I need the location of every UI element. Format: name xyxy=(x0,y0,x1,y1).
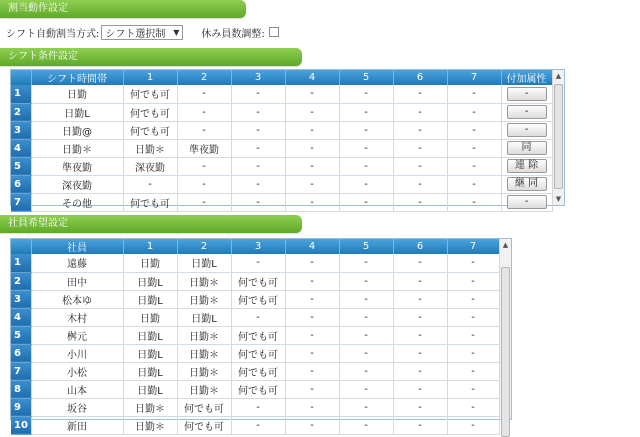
employee-pref-table xyxy=(11,239,500,435)
table-row[interactable] xyxy=(11,103,552,121)
table-row[interactable] xyxy=(11,193,552,211)
row-number: 10 xyxy=(11,416,31,434)
attr-cell xyxy=(501,175,552,193)
preference-cell[interactable]: - xyxy=(393,290,447,308)
shift-cell[interactable]: - xyxy=(447,193,501,211)
row-number: 5 xyxy=(11,157,31,175)
shift-cell[interactable]: - xyxy=(177,193,231,211)
row-number: 8 xyxy=(11,380,31,398)
preference-cell[interactable]: - xyxy=(447,308,499,326)
preference-cell[interactable]: - xyxy=(339,290,393,308)
preference-cell[interactable]: 日勤L xyxy=(123,380,177,398)
preference-cell[interactable]: - xyxy=(285,272,339,290)
table-row[interactable] xyxy=(11,121,552,139)
preference-cell[interactable]: - xyxy=(393,380,447,398)
attribute-button[interactable]: - xyxy=(507,105,547,119)
preference-cell[interactable]: - xyxy=(447,398,499,416)
preference-cell[interactable]: - xyxy=(339,272,393,290)
employee-name: 桝元 xyxy=(31,326,123,344)
shift-cell[interactable]: - xyxy=(285,193,339,211)
column-header: 付加属性 xyxy=(501,70,552,85)
shift-name: 日勤@ xyxy=(31,121,123,139)
preference-cell[interactable]: 何でも可 xyxy=(231,344,285,362)
preference-cell[interactable]: - xyxy=(393,362,447,380)
assign-method-select[interactable] xyxy=(101,25,183,40)
table-row[interactable] xyxy=(11,344,499,362)
shift-cell[interactable]: - xyxy=(393,85,447,103)
shift-cell[interactable]: - xyxy=(177,157,231,175)
preference-cell[interactable]: 日勤L xyxy=(123,362,177,380)
column-header: 5 xyxy=(339,239,393,254)
shift-cell[interactable]: - xyxy=(393,157,447,175)
row-number-header xyxy=(11,239,31,254)
row-number: 2 xyxy=(11,272,31,290)
preference-cell[interactable]: - xyxy=(447,416,499,434)
shift-cell[interactable]: - xyxy=(285,121,339,139)
preference-cell[interactable]: - xyxy=(231,416,285,434)
column-header: 6 xyxy=(393,239,447,254)
row-number: 4 xyxy=(11,308,31,326)
row-number: 6 xyxy=(11,344,31,362)
chevron-down-icon: ▼ xyxy=(173,27,180,37)
preference-cell[interactable]: 日勤L xyxy=(123,344,177,362)
attr-cell xyxy=(501,121,552,139)
preference-cell[interactable]: - xyxy=(231,254,285,272)
table-row[interactable] xyxy=(11,416,499,434)
column-header: 社員 xyxy=(31,239,123,254)
preference-cell[interactable]: - xyxy=(339,362,393,380)
preference-cell[interactable]: - xyxy=(339,308,393,326)
column-header: 7 xyxy=(447,70,501,85)
scroll-down-icon[interactable]: ▼ xyxy=(555,195,562,203)
shift-name: 日勤 xyxy=(31,85,123,103)
preference-cell[interactable]: - xyxy=(339,398,393,416)
shift-cell[interactable]: - xyxy=(231,85,285,103)
shift-cell[interactable]: - xyxy=(393,175,447,193)
preference-cell[interactable]: - xyxy=(231,308,285,326)
preference-cell[interactable]: - xyxy=(285,380,339,398)
employee-name: 遠藤 xyxy=(31,254,123,272)
preference-cell[interactable]: - xyxy=(339,380,393,398)
preference-cell[interactable]: - xyxy=(393,308,447,326)
preference-cell[interactable]: 何でも可 xyxy=(177,416,231,434)
table-row[interactable] xyxy=(11,290,499,308)
shift-condition-section-header: シフト条件設定 xyxy=(0,48,302,66)
shift-cell[interactable]: - xyxy=(177,175,231,193)
shift-cell[interactable]: - xyxy=(339,139,393,157)
shift-name: 日勤L xyxy=(31,103,123,121)
preference-cell[interactable]: - xyxy=(447,326,499,344)
column-header: 1 xyxy=(123,70,177,85)
preference-cell[interactable]: - xyxy=(285,398,339,416)
attr-cell xyxy=(501,85,552,103)
attr-cell xyxy=(501,103,552,121)
preference-cell[interactable]: - xyxy=(447,290,499,308)
column-header: 4 xyxy=(285,239,339,254)
row-number: 4 xyxy=(11,139,31,157)
preference-cell[interactable]: 日勤＊ xyxy=(177,326,231,344)
preference-cell[interactable]: - xyxy=(447,362,499,380)
attribute-button[interactable]: - xyxy=(507,195,547,209)
column-header: 7 xyxy=(447,239,499,254)
preference-cell[interactable]: 日勤L xyxy=(177,308,231,326)
preference-cell[interactable]: 日勤＊ xyxy=(177,380,231,398)
row-number: 1 xyxy=(11,254,31,272)
shift-cell[interactable]: - xyxy=(393,193,447,211)
shift-cell[interactable]: - xyxy=(393,103,447,121)
shift-cell[interactable]: - xyxy=(231,103,285,121)
row-number: 3 xyxy=(11,290,31,308)
shift-cell[interactable]: - xyxy=(177,103,231,121)
employee-grid-scrollbar[interactable] xyxy=(499,239,511,419)
row-number: 2 xyxy=(11,103,31,121)
assign-options-row xyxy=(6,24,279,40)
scroll-up-icon[interactable]: ▲ xyxy=(502,241,509,249)
column-header: 3 xyxy=(231,70,285,85)
shift-cell[interactable]: - xyxy=(447,157,501,175)
attribute-button[interactable]: 連 除 xyxy=(507,159,547,173)
row-number: 5 xyxy=(11,326,31,344)
employee-name: 松本ゆ xyxy=(31,290,123,308)
column-header: 2 xyxy=(177,239,231,254)
assign-method-label: シフト自動割当方式: xyxy=(6,28,100,40)
shift-cell[interactable]: - xyxy=(231,175,285,193)
assign-method-value: シフト選択制 xyxy=(105,28,166,40)
attr-cell xyxy=(501,157,552,175)
shift-cell[interactable]: - xyxy=(285,85,339,103)
preference-cell[interactable]: - xyxy=(285,362,339,380)
shift-cell[interactable]: - xyxy=(231,139,285,157)
preference-cell[interactable]: 日勤＊ xyxy=(177,290,231,308)
preference-cell[interactable]: 日勤＊ xyxy=(177,272,231,290)
shift-cell[interactable]: - xyxy=(393,139,447,157)
row-number: 6 xyxy=(11,175,31,193)
preference-cell[interactable]: - xyxy=(231,398,285,416)
shift-name: その他 xyxy=(31,193,123,211)
shift-cell[interactable]: 何でも可 xyxy=(123,85,177,103)
preference-cell[interactable]: - xyxy=(393,344,447,362)
preference-cell[interactable]: - xyxy=(285,254,339,272)
column-header: 1 xyxy=(123,239,177,254)
preference-cell[interactable]: 日勤L xyxy=(123,290,177,308)
attribute-button[interactable]: 同 xyxy=(507,141,547,155)
preference-cell[interactable]: - xyxy=(339,326,393,344)
row-number: 9 xyxy=(11,398,31,416)
shift-cell[interactable]: - xyxy=(339,103,393,121)
row-number: 3 xyxy=(11,121,31,139)
preference-cell[interactable]: - xyxy=(285,416,339,434)
preference-cell[interactable]: 何でも可 xyxy=(231,326,285,344)
preference-cell[interactable]: 日勤＊ xyxy=(123,398,177,416)
preference-cell[interactable]: - xyxy=(285,290,339,308)
shift-cell[interactable]: - xyxy=(285,139,339,157)
employee-pref-grid xyxy=(10,238,512,433)
preference-cell[interactable]: - xyxy=(285,326,339,344)
shift-cell[interactable]: - xyxy=(177,85,231,103)
table-row[interactable] xyxy=(11,398,499,416)
preference-cell[interactable]: - xyxy=(393,272,447,290)
preference-cell[interactable]: 日勤 xyxy=(123,308,177,326)
shift-cell[interactable]: - xyxy=(339,175,393,193)
scroll-up-icon[interactable]: ▲ xyxy=(555,72,562,80)
preference-cell[interactable]: 日勤L xyxy=(177,254,231,272)
preference-cell[interactable]: 何でも可 xyxy=(231,290,285,308)
table-row[interactable] xyxy=(11,139,552,157)
table-row[interactable] xyxy=(11,380,499,398)
preference-cell[interactable]: - xyxy=(447,344,499,362)
preference-cell[interactable]: 何でも可 xyxy=(231,380,285,398)
employee-name: 木村 xyxy=(31,308,123,326)
shift-cell[interactable]: 何でも可 xyxy=(123,103,177,121)
shift-name: 深夜勤 xyxy=(31,175,123,193)
preference-cell[interactable]: - xyxy=(393,398,447,416)
shift-cell[interactable]: 深夜勤 xyxy=(123,157,177,175)
employee-name: 小川 xyxy=(31,344,123,362)
shift-cell[interactable]: 何でも可 xyxy=(123,121,177,139)
shift-cell[interactable]: - xyxy=(231,157,285,175)
attribute-button[interactable]: 継 同 xyxy=(507,177,547,191)
preference-cell[interactable]: 何でも可 xyxy=(231,362,285,380)
preference-cell[interactable]: - xyxy=(393,326,447,344)
column-header: 3 xyxy=(231,239,285,254)
shift-cell[interactable]: - xyxy=(447,121,501,139)
preference-cell[interactable]: 日勤＊ xyxy=(177,344,231,362)
table-row[interactable] xyxy=(11,326,499,344)
preference-cell[interactable]: - xyxy=(339,254,393,272)
shift-cell[interactable]: - xyxy=(393,121,447,139)
table-row[interactable] xyxy=(11,254,499,272)
preference-cell[interactable]: 何でも可 xyxy=(177,398,231,416)
shift-cell[interactable]: - xyxy=(447,139,501,157)
preference-cell[interactable]: - xyxy=(447,254,499,272)
shift-cell[interactable]: - xyxy=(231,193,285,211)
table-row[interactable] xyxy=(11,272,499,290)
column-header: 5 xyxy=(339,70,393,85)
shift-cell[interactable]: - xyxy=(339,157,393,175)
row-number: 7 xyxy=(11,193,31,211)
shift-cell[interactable]: - xyxy=(447,175,501,193)
table-row[interactable] xyxy=(11,308,499,326)
shift-cell[interactable]: 準夜勤 xyxy=(177,139,231,157)
auto-assign-section-header: 割当動作設定 xyxy=(0,0,246,18)
row-number: 7 xyxy=(11,362,31,380)
employee-name: 小松 xyxy=(31,362,123,380)
row-number-header xyxy=(11,70,31,85)
preference-cell[interactable]: - xyxy=(447,380,499,398)
preference-cell[interactable]: 何でも可 xyxy=(231,272,285,290)
holiday-adjust-checkbox[interactable] xyxy=(269,27,279,37)
preference-cell[interactable]: 日勤 xyxy=(123,254,177,272)
employee-name: 坂谷 xyxy=(31,398,123,416)
preference-cell[interactable]: - xyxy=(393,416,447,434)
column-header: 4 xyxy=(285,70,339,85)
column-header: 2 xyxy=(177,70,231,85)
shift-cell[interactable]: - xyxy=(285,157,339,175)
shift-grid-scroll-thumb[interactable] xyxy=(554,84,563,189)
shift-cell[interactable]: - xyxy=(285,175,339,193)
preference-cell[interactable]: - xyxy=(339,344,393,362)
shift-grid-scrollbar[interactable] xyxy=(552,70,564,205)
preference-cell[interactable]: 日勤＊ xyxy=(123,416,177,434)
preference-cell[interactable]: - xyxy=(285,308,339,326)
preference-cell[interactable]: - xyxy=(447,272,499,290)
shift-cell[interactable]: - xyxy=(231,121,285,139)
employee-name: 新田 xyxy=(31,416,123,434)
shift-condition-grid xyxy=(10,69,565,210)
employee-pref-section-header: 社員希望設定 xyxy=(0,215,302,233)
employee-name: 田中 xyxy=(31,272,123,290)
preference-cell[interactable]: - xyxy=(339,416,393,434)
row-number: 1 xyxy=(11,85,31,103)
shift-cell[interactable]: 日勤＊ xyxy=(123,139,177,157)
shift-cell[interactable]: - xyxy=(447,85,501,103)
shift-name: 準夜勤 xyxy=(31,157,123,175)
table-row[interactable] xyxy=(11,157,552,175)
shift-cell[interactable]: - xyxy=(339,193,393,211)
holiday-adjust-label: 休み員数調整: xyxy=(201,28,265,40)
shift-cell[interactable]: 何でも可 xyxy=(123,193,177,211)
table-row[interactable] xyxy=(11,175,552,193)
column-header: シフト時間帯 xyxy=(31,70,123,85)
attr-cell xyxy=(501,139,552,157)
attribute-button[interactable]: - xyxy=(507,87,547,101)
preference-cell[interactable]: 日勤＊ xyxy=(177,362,231,380)
shift-name: 日勤＊ xyxy=(31,139,123,157)
attribute-button[interactable]: - xyxy=(507,123,547,137)
employee-name: 山本 xyxy=(31,380,123,398)
preference-cell[interactable]: - xyxy=(285,344,339,362)
shift-cell[interactable]: - xyxy=(339,121,393,139)
shift-cell[interactable]: - xyxy=(285,103,339,121)
attr-cell xyxy=(501,193,552,211)
preference-cell[interactable]: 日勤L xyxy=(123,326,177,344)
shift-cell[interactable]: - xyxy=(123,175,177,193)
preference-cell[interactable]: - xyxy=(393,254,447,272)
shift-cell[interactable]: - xyxy=(447,103,501,121)
employee-grid-scroll-thumb[interactable] xyxy=(501,267,510,437)
preference-cell[interactable]: 日勤L xyxy=(123,272,177,290)
shift-condition-table xyxy=(11,70,553,212)
shift-cell[interactable]: - xyxy=(177,121,231,139)
table-row[interactable] xyxy=(11,85,552,103)
table-row[interactable] xyxy=(11,362,499,380)
column-header: 6 xyxy=(393,70,447,85)
shift-cell[interactable]: - xyxy=(339,85,393,103)
